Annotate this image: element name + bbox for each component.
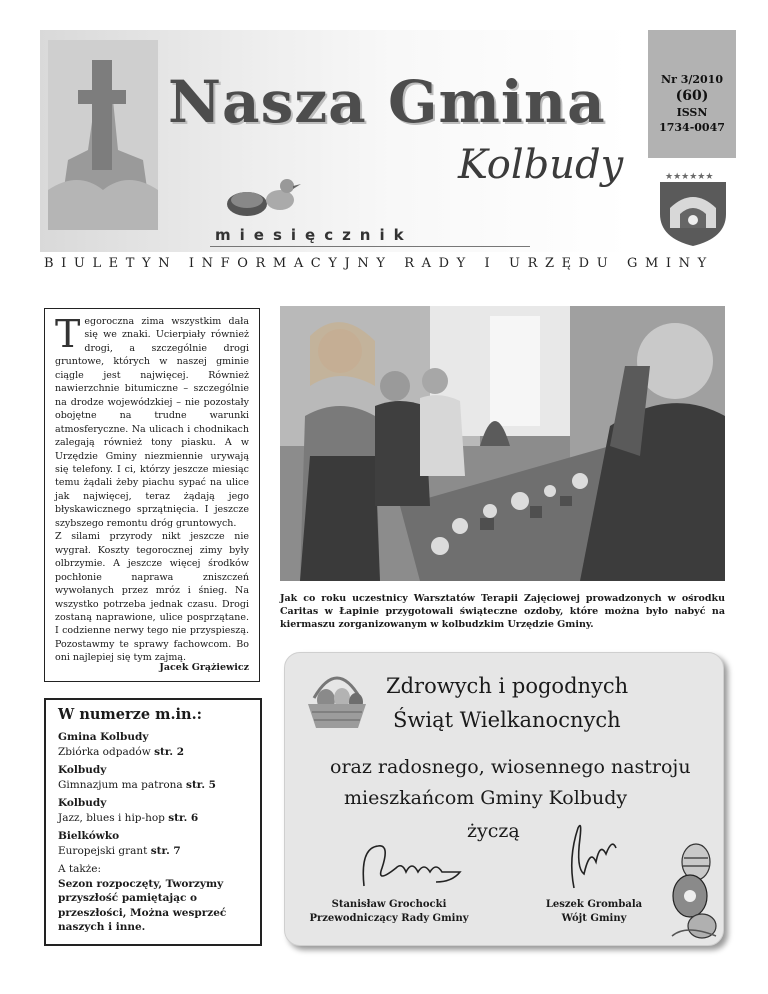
toc-also-label: A także: [58,863,102,875]
monthly-divider [210,246,530,247]
editorial-box [44,308,260,682]
editorial-paragraph-2: Z silami przyrody nikt jeszcze nie wygrał. Koszty tegorocznej zimy były olbrzymie. A jeszcze więcej środków pochłonie naprawa zniszczeń wywołanych przez mróz i śnieg. Na wszystko potrzeba jednak czasu. Drogi zostaną naprawione, ulice posprzątane. I codzienne nerwy tego nie przyspieszą. Pozostawmy te sprawy fachowcom. Bo oni najlepiej się tym zajmą. [55,531,249,664]
monthly-label: miesięcznik [215,226,413,244]
photo-caption: Jak co roku uczestnicy Warsztatów Terapii Zajęciowej prowadzonych w ośrodku Caritas w Łapinie przygotowali świąteczne ozdoby, które można było nabyć na kiermaszu zorganizowanym w kolbudzkim Urzędzie Gminy. [280,593,725,630]
signer-1-name: Stanisław Grochocki [331,899,447,910]
toc-item[interactable] [58,778,253,793]
easter-eggs-icon [666,840,722,940]
toc-page: str. 2 [154,745,185,758]
ducks-illustration [225,170,305,220]
toc-item[interactable] [58,844,253,859]
issue-info-box [648,30,736,158]
toc-page: str. 6 [168,811,199,824]
signature-grombala [560,818,622,892]
signature-grochocki [356,838,466,892]
issn-number: 1734-0047 [659,121,725,134]
issue-number: Nr 3/2010 [661,73,723,86]
greeting-line-2: Świąt Wielkanocnych [393,708,621,732]
easter-basket-icon [302,664,372,732]
in-this-issue-title: W numerze m.in.: [58,706,202,723]
toc-also-text: Sezon rozpoczęty, Tworzymy przyszłość pamiętając o przeszłości, Można wesprzeć naszych i inne. [58,877,227,933]
toc-section: Kolbudy [58,797,107,809]
toc-item[interactable] [58,745,253,760]
editorial-author: Jacek Grążiewicz [159,662,249,673]
toc-section: Bielkówko [58,830,120,842]
editorial-text [55,312,249,665]
signer-2-role: Wójt Gminy [561,913,627,924]
toc-topic: Jazz, blues i hip-hop [58,811,165,824]
toc-section: Gmina Kolbudy [58,731,149,743]
greeting-line-4: mieszkańcom Gminy Kolbudy [344,787,628,809]
issn-label: ISSN [676,106,708,119]
toc-topic: Gimnazjum ma patrona [58,778,183,791]
in-this-issue-list [58,730,253,935]
toc-page: str. 7 [150,844,181,857]
toc-page: str. 5 [186,778,216,791]
monument-illustration [48,40,158,230]
masthead-place: Kolbudy [458,142,624,188]
greeting-line-1: Zdrowych i pogodnych [386,674,629,698]
masthead-title: Nasza Gmina [168,68,606,136]
toc-topic: Zbiórka odpadów [58,745,151,758]
issue-sequence: (60) [675,88,709,104]
coat-of-arms-icon [656,168,730,248]
easter-fair-photo [280,306,725,581]
editorial-dropcap: T [55,312,81,356]
toc-section: Kolbudy [58,764,107,776]
greeting-line-5: życzą [467,820,520,842]
toc-item[interactable] [58,811,253,826]
signer-1-role: Przewodniczący Rady Gminy [309,913,469,924]
in-this-issue-box [44,698,262,946]
signer-2-name: Leszek Grombala [545,899,643,910]
greeting-line-3: oraz radosnego, wiosennego nastroju [330,756,691,778]
toc-topic: Europejski grant [58,844,148,857]
bulletin-subtitle: BIULETYN INFORMACYJNY RADY I URZĘDU GMINY [44,256,714,271]
svg-text:★★★★★★: ★★★★★★ [665,172,714,182]
editorial-paragraph-1: egoroczna zima wszystkim dała się we znaki. Ucierpiały również drogi, a szczególnie drogi gruntowe, których w naszej gminie ciągle jest najwięcej. Również nawierzchnie bitumiczne – szczególnie na drodze wojewódzkiej – nie pozostały obojętne na trudne warunki atmosferyczne. Na ulicach i chodnikach zalegają również tony piasku. A w Urzędzie Gminy niezmiennie urywają się telefony. I ci, którzy jeszcze miesiąc temu żądali żeby piachu sypać na ulice jak najwięcej, teraz żądają jego błyskawicznego sprzątnięcia. I jeszcze szybszego remontu dróg gruntowych. [55,316,249,529]
